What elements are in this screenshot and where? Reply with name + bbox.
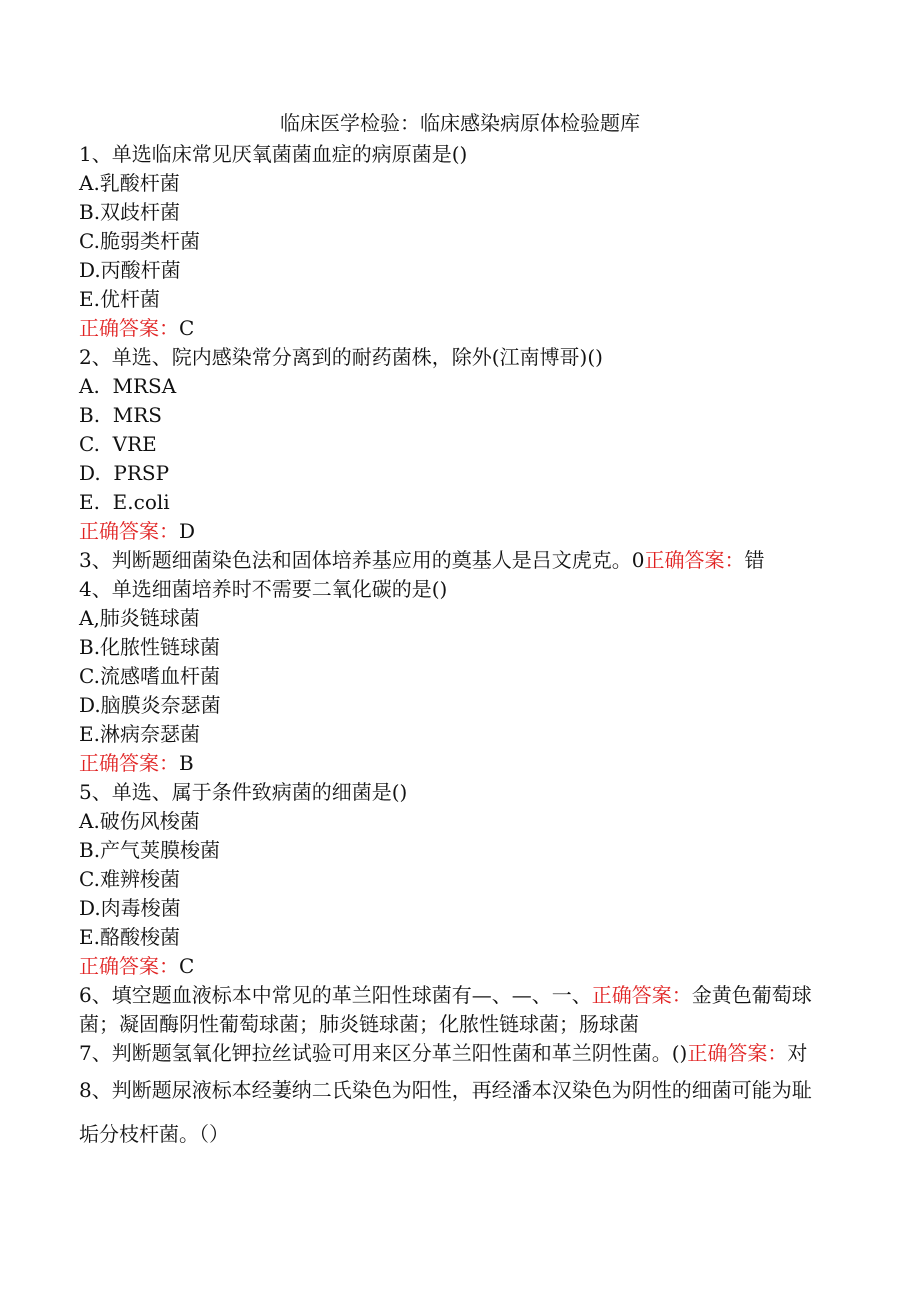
document-body [79,140,824,1156]
question-5-option-a: A.破伤风梭菌 [79,809,200,833]
question-5-answer [79,952,824,981]
question-8-stem: 8、判断题尿液标本经萋纳二氏染色为阳性，再经潘本汉染色为阴性的细菌可能为耻垢分枝杆菌。（） [79,1078,812,1146]
question-2-option-a: A. MRSA [79,374,177,398]
answer-value: C [179,954,195,978]
answer-label: 正确答案： [79,519,179,543]
question-4-answer [79,749,824,778]
answer-value: D [179,519,196,543]
question-4-option-e: E.淋病奈瑟菌 [79,722,200,746]
question-6-stem: 6、填空题血液标本中常见的革兰阳性球菌有—、—、一、 [79,983,592,1007]
question-7 [79,1039,824,1068]
question-2-option-b: B. MRS [79,403,163,427]
question-4-option-a: A,肺炎链球菌 [79,606,200,630]
answer-label: 正确答案： [79,316,179,340]
question-3 [79,546,824,575]
question-5-option-d: D.肉毒梭菌 [79,896,181,920]
question-2-answer [79,517,824,546]
question-2-option-c: C. VRE [79,432,157,456]
question-2-option-e: E. E.coli [79,490,170,514]
question-3-stem: 3、判断题细菌染色法和固体培养基应用的奠基人是吕文虎克。0 [79,548,645,572]
question-5-option-b: B.产气荚膜梭菌 [79,838,221,862]
question-5-stem: 5、单选、属于条件致病菌的细菌是() [79,780,408,804]
answer-label: 正确答案： [687,1041,788,1065]
question-4-option-c: C.流感嗜血杆菌 [79,664,220,688]
answer-value: B [179,751,194,775]
answer-label: 正确答案： [644,548,745,572]
question-2-option-d: D. PRSP [79,461,170,485]
question-5-option-c: C.难辨梭菌 [79,867,180,891]
question-1-option-d: D.丙酸杆菌 [79,258,181,282]
question-5-option-e: E.酪酸梭菌 [79,925,180,949]
answer-value: 金黄色葡萄球菌；凝固酶阴性葡萄球菌；肺炎链球菌；化脓性链球菌；肠球菌 [79,983,812,1036]
question-6 [79,981,824,1039]
question-1-option-e: E.优杆菌 [79,287,160,311]
question-1-option-b: B.双歧杆菌 [79,200,181,224]
answer-value: 错 [744,548,765,572]
question-2-stem: 2、单选、院内感染常分离到的耐药菌株，除外(江南博哥)() [79,345,603,369]
answer-label: 正确答案： [79,954,179,978]
question-1-option-a: A.乳酸杆菌 [79,171,180,195]
question-1-answer [79,314,824,343]
question-4-option-d: D.脑膜炎奈瑟菌 [79,693,221,717]
question-4-stem: 4、单选细菌培养时不需要二氧化碳的是() [79,577,448,601]
question-4-option-b: B.化脓性链球菌 [79,635,221,659]
question-1-option-c: C.脆弱类杆菌 [79,229,200,253]
answer-value: 对 [787,1041,808,1065]
document-title: 临床医学检验：临床感染病原体检验题库 [280,111,640,135]
question-1-stem: 1、单选临床常见厌氧菌菌血症的病原菌是() [79,142,468,166]
answer-label: 正确答案： [79,751,179,775]
answer-value: C [179,316,195,340]
answer-label: 正确答案： [591,983,692,1007]
question-7-stem: 7、判断题氢氧化钾拉丝试验可用来区分革兰阳性菌和革兰阴性菌。() [79,1041,688,1065]
